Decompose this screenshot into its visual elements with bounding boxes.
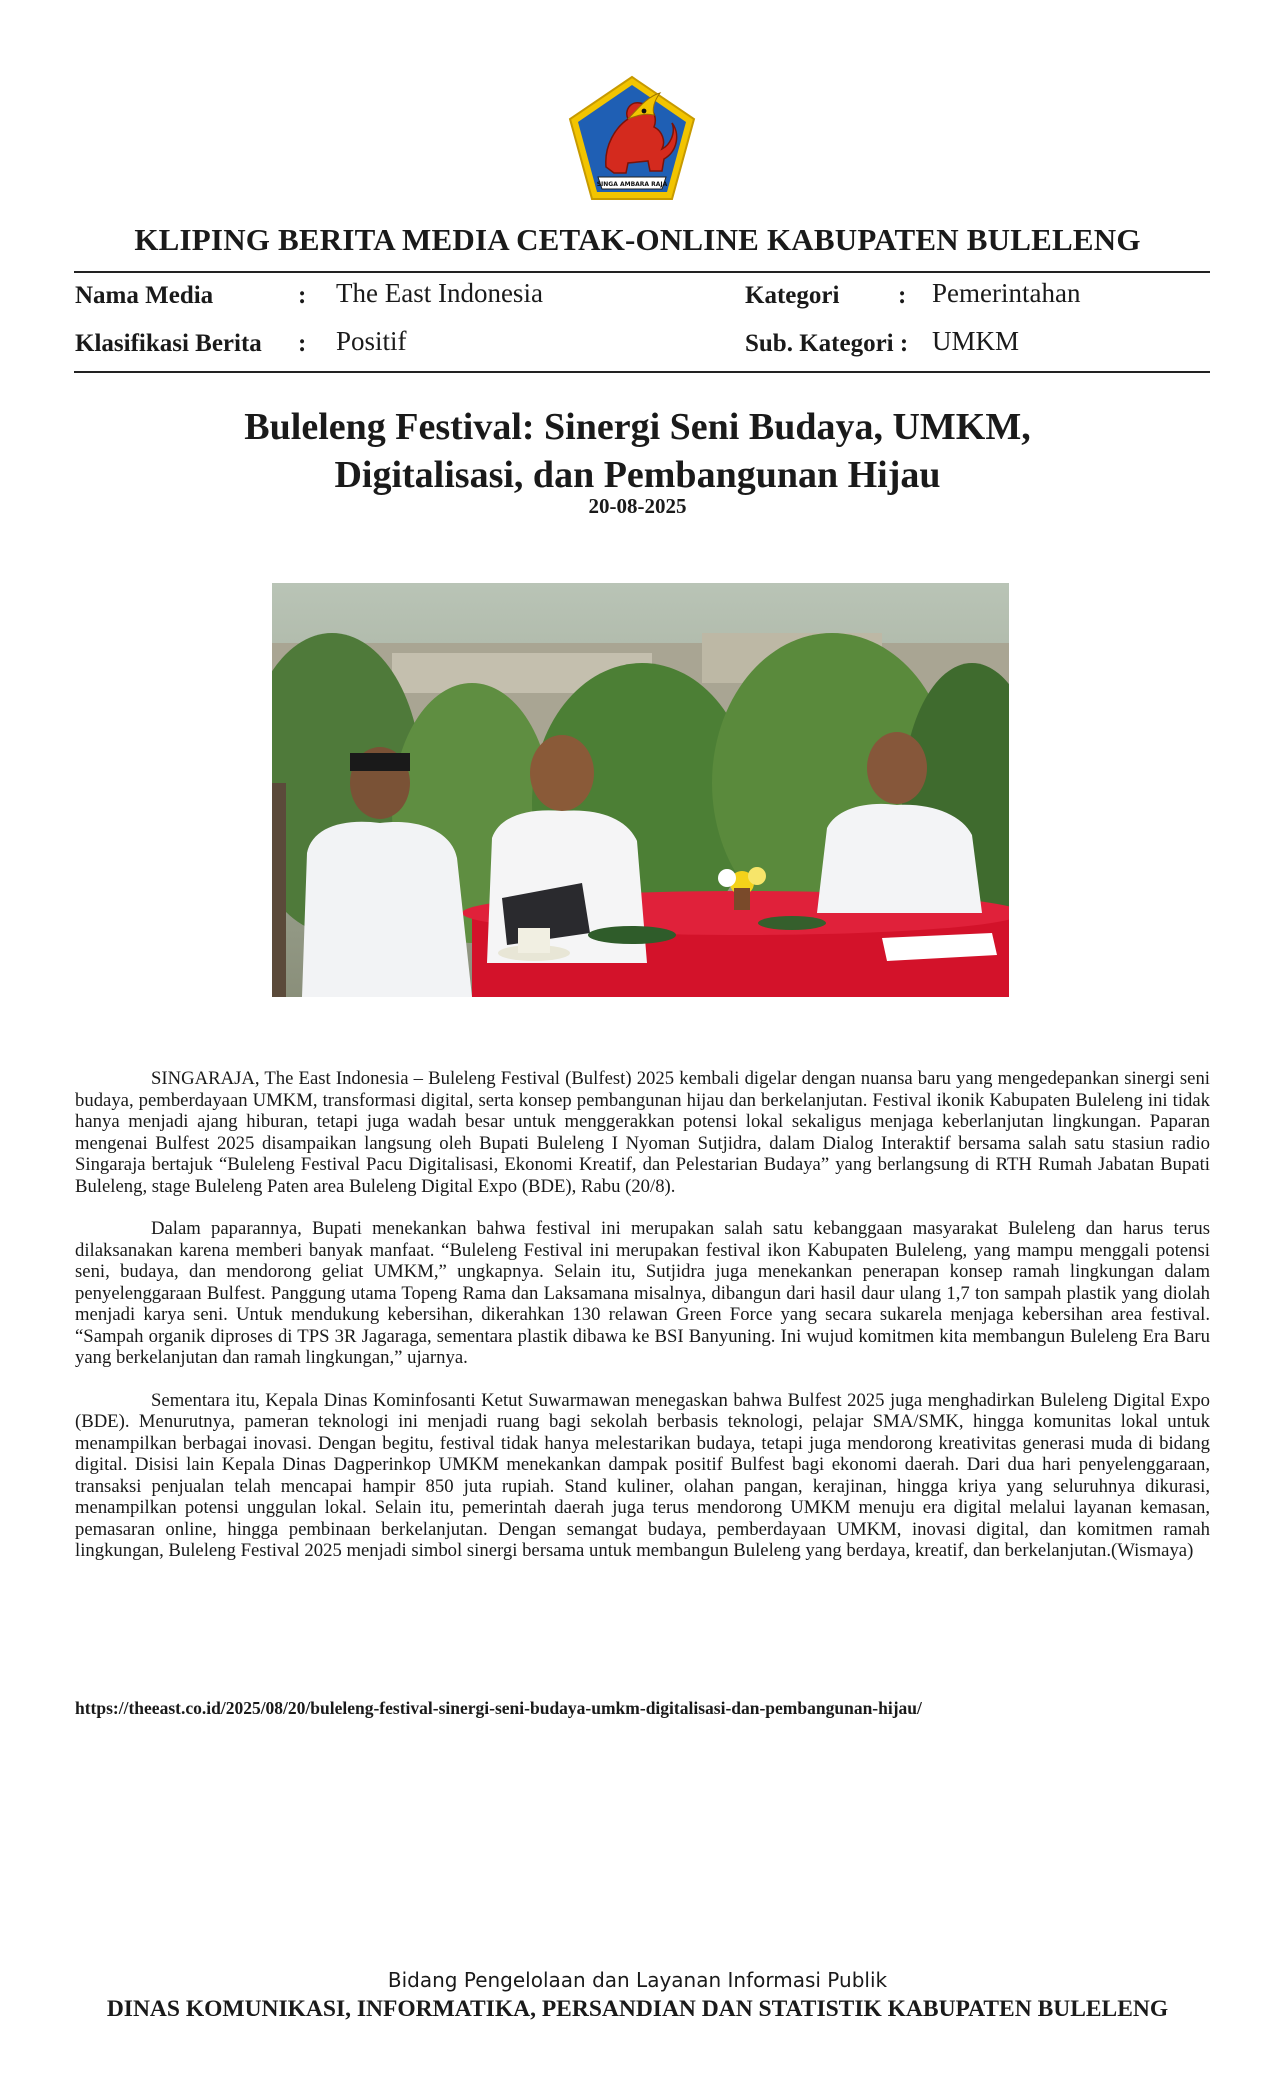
- category-value: Pemerintahan: [932, 278, 1081, 308]
- category-colon: :: [898, 282, 907, 309]
- classification-label: Klasifikasi Berita: [75, 330, 262, 357]
- article-body: [75, 1068, 1210, 1583]
- source-link[interactable]: https://theeast.co.id/2025/08/20/buleleng-festival-sinergi-seni-budaya-umkm-digitalisasi-dan-pembangunan-hijau/: [75, 1698, 922, 1718]
- page-header-title: KLIPING BERITA MEDIA CETAK-ONLINE KABUPATEN BULELENG: [134, 222, 1141, 257]
- footer-agency: DINAS KOMUNIKASI, INFORMATIKA, PERSANDIAN DAN STATISTIK KABUPATEN BULELENG: [106, 1996, 1169, 2022]
- header-divider-bottom: [74, 371, 1210, 373]
- article-paragraph-3: Sementara itu, Kepala Dinas Kominfosanti Ketut Suwarmawan menegaskan bahwa Bulfest 2025 juga menghadirkan Buleleng Digital Expo (BDE). Menurutnya, pameran teknologi ini menjadi ruang bagi sekolah berbasis teknologi, pelajar SMA/SMK, hingga komunitas lokal untuk menampilkan berbagai inovasi. Dengan begitu, festival tidak hanya melestarikan budaya, tetapi juga mendorong kreativitas generasi muda di bidang digital. Disisi lain Kepala Dinas Dagperinkop UMKM menekankan dampak positif Bulfest bagi ekonomi daerah. Dari dua hari penyelenggaraan, transaksi penjualan telah mencapai hampir 850 juta rupiah. Stand kuliner, olahan pangan, kerajinan, hingga kriya yang seluruhnya dikurasi, menampilkan potensi unggulan lokal. Selain itu, pemerintah daerah juga terus mendorong UMKM menuju era digital melalui layanan kemasan, pemasaran online, hingga pembinaan berkelanjutan. Dengan semangat budaya, pemberdayaan UMKM, inovasi digital, dan komitmen ramah lingkungan, Buleleng Festival 2025 menjadi simbol sinergi bersama untuk membangun Buleleng yang berdaya, kreatif, dan berkelanjutan.(Wismaya): [75, 1389, 1210, 1561]
- article-photo: [272, 583, 1009, 997]
- buleleng-regency-crest-icon: [566, 75, 698, 203]
- article-date: 20-08-2025: [588, 494, 687, 518]
- article-title-line-2: Digitalisasi, dan Pembangunan Hijau: [334, 454, 941, 496]
- classification-colon: :: [298, 330, 307, 357]
- media-value: The East Indonesia: [336, 278, 543, 308]
- article-paragraph-2: Dalam paparannya, Bupati menekankan bahwa festival ini merupakan salah satu kebanggaan masyarakat Buleleng dan harus terus dilaksanakan karena memberi banyak manfaat. “Buleleng Festival ini merupakan festival ikon Kabupaten Buleleng, yang mampu menggali potensi seni, budaya, dan mendorong geliat UMKM,” ungkapnya. Selain itu, Sutjidra juga menekankan penerapan konsep ramah lingkungan dalam penyelenggaraan Bulfest. Panggung utama Topeng Rama dan Laksamana misalnya, dibangun dari hasil daur ulang 1,7 ton sampah plastik yang diolah menjadi karya seni. Untuk mendukung kebersihan, dikerahkan 130 relawan Green Force yang secara sukarela menjaga kebersihan area festival. “Sampah organik diproses di TPS 3R Jagaraga, sementara plastik dibawa ke BSI Banyuning. Ini wujud komitmen kita membangun Buleleng Era Baru yang berkelanjutan dan ramah lingkungan,” ujarnya.: [75, 1218, 1210, 1368]
- article-title-line-1: Buleleng Festival: Sinergi Seni Budaya, UMKM,: [244, 406, 1031, 448]
- media-colon: :: [298, 282, 307, 309]
- media-label: Nama Media: [75, 282, 214, 309]
- footer-department: Bidang Pengelolaan dan Layanan Informasi Publik: [387, 1968, 888, 1992]
- classification-value: Positif: [336, 326, 407, 356]
- category-label: Kategori: [745, 282, 840, 309]
- header-divider-top: [74, 271, 1210, 273]
- subcategory-label: Sub. Kategori :: [745, 330, 909, 357]
- article-paragraph-1: SINGARAJA, The East Indonesia – Buleleng Festival (Bulfest) 2025 kembali digelar dengan nuansa baru yang mengedepankan sinergi seni budaya, pemberdayaan UMKM, transformasi digital, serta konsep pembangunan hijau dan berkelanjutan. Festival ikonik Kabupaten Buleleng ini tidak hanya menjadi ajang hiburan, tetapi juga wadah besar untuk menggerakkan potensi lokal sekaligus menjaga keberlanjutan lingkungan. Paparan mengenai Bulfest 2025 disampaikan langsung oleh Bupati Buleleng I Nyoman Sutjidra, dalam Dialog Interaktif bersama salah satu stasiun radio Singaraja bertajuk “Buleleng Festival Pacu Digitalisasi, Ekonomi Kreatif, dan Pelestarian Budaya” yang berlangsung di RTH Rumah Jabatan Bupati Buleleng, stage Buleleng Paten area Buleleng Digital Expo (BDE), Rabu (20/8).: [75, 1068, 1210, 1197]
- crest-motto: SINGA AMBARA RAJA: [596, 181, 668, 188]
- subcategory-value: UMKM: [932, 326, 1020, 356]
- article-title: [0, 403, 1275, 499]
